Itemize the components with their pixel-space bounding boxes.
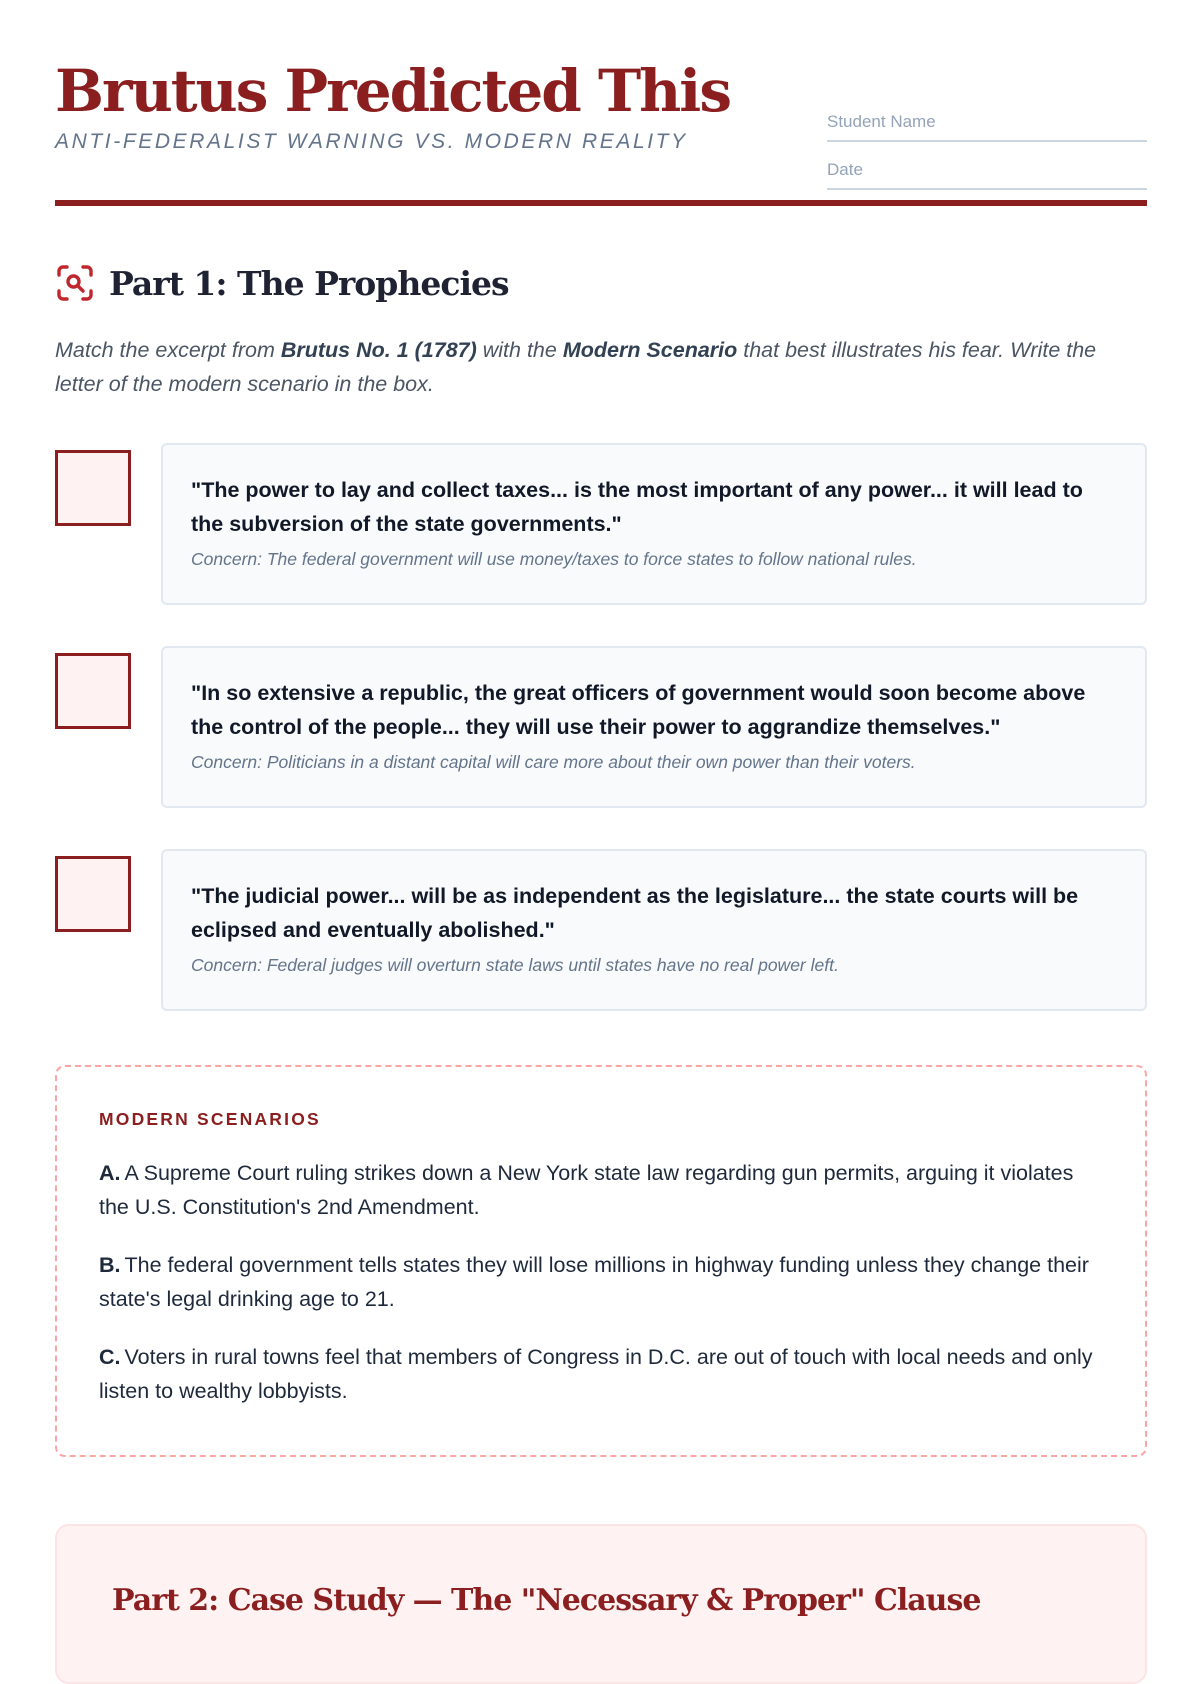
part2-title: Part 2: Case Study — The "Necessary & Proper" Clause [112, 1583, 981, 1618]
scenario-item-b [99, 1248, 1103, 1316]
scenario-letter-a: A. [99, 1161, 121, 1185]
instructions-bold-scenario: Modern Scenario [562, 338, 738, 362]
worksheet-subtitle: ANTI-FEDERALIST WARNING VS. MODERN REALITY [55, 130, 688, 153]
answer-box-1[interactable] [55, 450, 131, 526]
match-row-3 [55, 849, 1147, 1011]
modern-scenarios-box [55, 1065, 1147, 1457]
scenario-text-b: The federal government tells states they will lose millions in highway funding unless they change their state's legal drinking age to 21. [99, 1253, 1089, 1311]
part1-instructions [55, 333, 1147, 401]
worksheet-title: Brutus Predicted This [55, 57, 730, 125]
quote-card-3 [161, 849, 1147, 1011]
instructions-text-1: Match the excerpt from [55, 338, 281, 362]
match-row-2 [55, 646, 1147, 808]
quote-concern-3: Concern: Federal judges will overturn state laws until states have no real power left. [191, 955, 839, 975]
quote-text-2: "In so extensive a republic, the great officers of government would soon become above the control of the people... they will use their power to aggrandize themselves." [191, 681, 1086, 739]
quote-concern-1: Concern: The federal government will use money/taxes to force states to follow national rules. [191, 549, 917, 569]
quote-card-1 [161, 443, 1147, 605]
part1-title: Part 1: The Prophecies [109, 263, 509, 303]
quote-concern-2: Concern: Politicians in a distant capital will care more about their own power than their voters. [191, 752, 916, 772]
part2-panel [55, 1524, 1147, 1684]
scenario-letter-c: C. [99, 1345, 121, 1369]
date-label: Date [827, 160, 863, 179]
quote-card-2 [161, 646, 1147, 808]
student-name-field[interactable] [827, 104, 1147, 142]
answer-box-2[interactable] [55, 653, 131, 729]
student-name-label: Student Name [827, 112, 936, 131]
instructions-bold-source: Brutus No. 1 (1787) [280, 338, 477, 362]
quote-text-1: "The power to lay and collect taxes... is the most important of any power... it will lead to the subversion of the state governments." [191, 478, 1083, 536]
answer-box-3[interactable] [55, 856, 131, 932]
scenarios-heading: MODERN SCENARIOS [99, 1109, 321, 1129]
scenario-letter-b: B. [99, 1253, 121, 1277]
scenario-text-c: Voters in rural towns feel that members of Congress in D.C. are out of touch with local needs and only listen to wealthy lobbyists. [99, 1345, 1093, 1403]
match-row-1 [55, 443, 1147, 605]
quote-text-3: "The judicial power... will be as independent as the legislature... the state courts will be eclipsed and eventually abolished." [191, 884, 1079, 942]
scenario-text-a: A Supreme Court ruling strikes down a New York state law regarding gun permits, arguing it violates the U.S. Constitution's 2nd Amendment. [99, 1161, 1074, 1219]
date-field[interactable] [827, 152, 1147, 190]
header-divider [55, 200, 1147, 206]
instructions-text-3: that best illustrates his fear. Write the letter of the modern scenario in the box. [55, 338, 1097, 396]
scan-search-icon [55, 263, 95, 303]
instructions-text-2: with the [476, 338, 563, 362]
scenario-item-c [99, 1340, 1103, 1408]
scenario-item-a [99, 1156, 1103, 1224]
worksheet-header [55, 52, 1147, 202]
part1-heading [55, 258, 509, 308]
